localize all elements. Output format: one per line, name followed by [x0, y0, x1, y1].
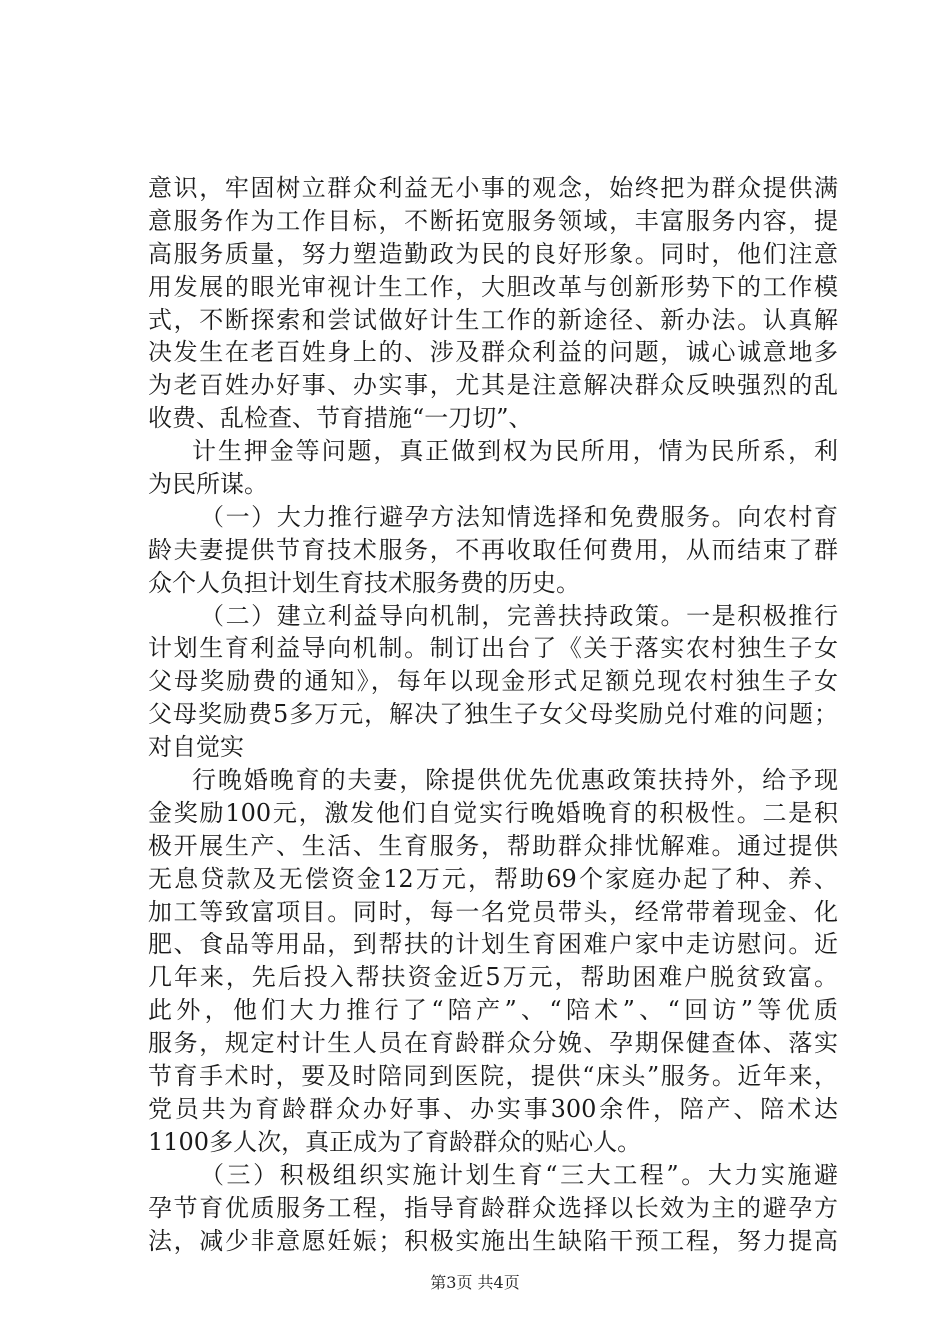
- text-line: 意服务作为工作目标，不断拓宽服务领域，丰富服务内容，提: [148, 206, 838, 235]
- page-number-footer: 第3页 共4页: [430, 1273, 520, 1292]
- text-line: （三）积极组织实施计划生育“三大工程”。大力实施避: [200, 1160, 838, 1189]
- text-line: 此外，他们大力推行了“陪产”、“陪术”、“回访”等优质: [148, 996, 838, 1025]
- text-line: 孕节育优质服务工程，指导育龄群众选择以长效为主的避孕方: [148, 1193, 838, 1222]
- text-line: （二）建立利益导向机制，完善扶持政策。一是积极推行: [200, 601, 838, 630]
- text-line: 父母奖励费的通知》，每年以现金形式足额兑现农村独生子女: [148, 667, 838, 696]
- text-line: 计划生育利益导向机制。制订出台了《关于落实农村独生子女: [148, 634, 838, 663]
- text-line: 几年来，先后投入帮扶资金近5万元，帮助困难户脱贫致富。: [148, 963, 838, 992]
- text-line: 行晚婚晚育的夫妻，除提供优先优惠政策扶持外，给予现: [192, 766, 838, 795]
- text-line: 为老百姓办好事、办实事，尤其是注意解决群众反映强烈的乱: [148, 371, 838, 400]
- text-line: 节育手术时，要及时陪同到医院，提供“床头”服务。近年来，: [148, 1062, 838, 1091]
- text-line: 对自觉实: [148, 733, 244, 762]
- text-line: 式，不断探索和尝试做好计生工作的新途径、新办法。认真解: [148, 305, 838, 334]
- text-line: 1100多人次，真正成为了育龄群众的贴心人。: [148, 1127, 642, 1156]
- text-line: 收费、乱检查、节育措施“一刀切”、: [148, 404, 533, 433]
- text-line: 龄夫妻提供节育技术服务，不再收取任何费用，从而结束了群: [148, 535, 838, 564]
- text-line: 极开展生产、生活、生育服务，帮助群众排忧解难。通过提供: [148, 831, 838, 860]
- text-line: 计生押金等问题，真正做到权为民所用，情为民所系，利: [192, 437, 838, 466]
- text-line: 肥、食品等用品，到帮扶的计划生育困难户家中走访慰问。近: [148, 930, 838, 959]
- document-body: [148, 172, 838, 1257]
- text-line: 党员共为育龄群众办好事、办实事300余件，陪产、陪术达: [148, 1094, 838, 1123]
- text-line: 金奖励100元，激发他们自觉实行晚婚晚育的积极性。二是积: [148, 798, 838, 827]
- text-line: 众个人负担计划生育技术服务费的历史。: [148, 568, 580, 597]
- text-line: 用发展的眼光审视计生工作，大胆改革与创新形势下的工作模: [148, 272, 838, 301]
- text-line: 意识，牢固树立群众利益无小事的观念，始终把为群众提供满: [148, 174, 838, 202]
- text-line: 法，减少非意愿妊娠；积极实施出生缺陷干预工程，努力提高: [148, 1226, 838, 1255]
- text-line: 高服务质量，努力塑造勤政为民的良好形象。同时，他们注意: [148, 239, 838, 268]
- text-line: （一）大力推行避孕方法知情选择和免费服务。向农村育: [200, 502, 838, 531]
- text-line: 无息贷款及无偿资金12万元，帮助69个家庭办起了种、养、: [148, 864, 838, 893]
- text-line: 加工等致富项目。同时，每一名党员带头，经常带着现金、化: [148, 897, 838, 926]
- text-line: 为民所谋。: [148, 470, 268, 499]
- text-line: 决发生在老百姓身上的、涉及群众利益的问题，诚心诚意地多: [148, 338, 838, 367]
- text-line: 父母奖励费5多万元，解决了独生子女父母奖励兑付难的问题；: [148, 700, 838, 729]
- text-line: 服务，规定村计生人员在育龄群众分娩、孕期保健查体、落实: [148, 1029, 838, 1058]
